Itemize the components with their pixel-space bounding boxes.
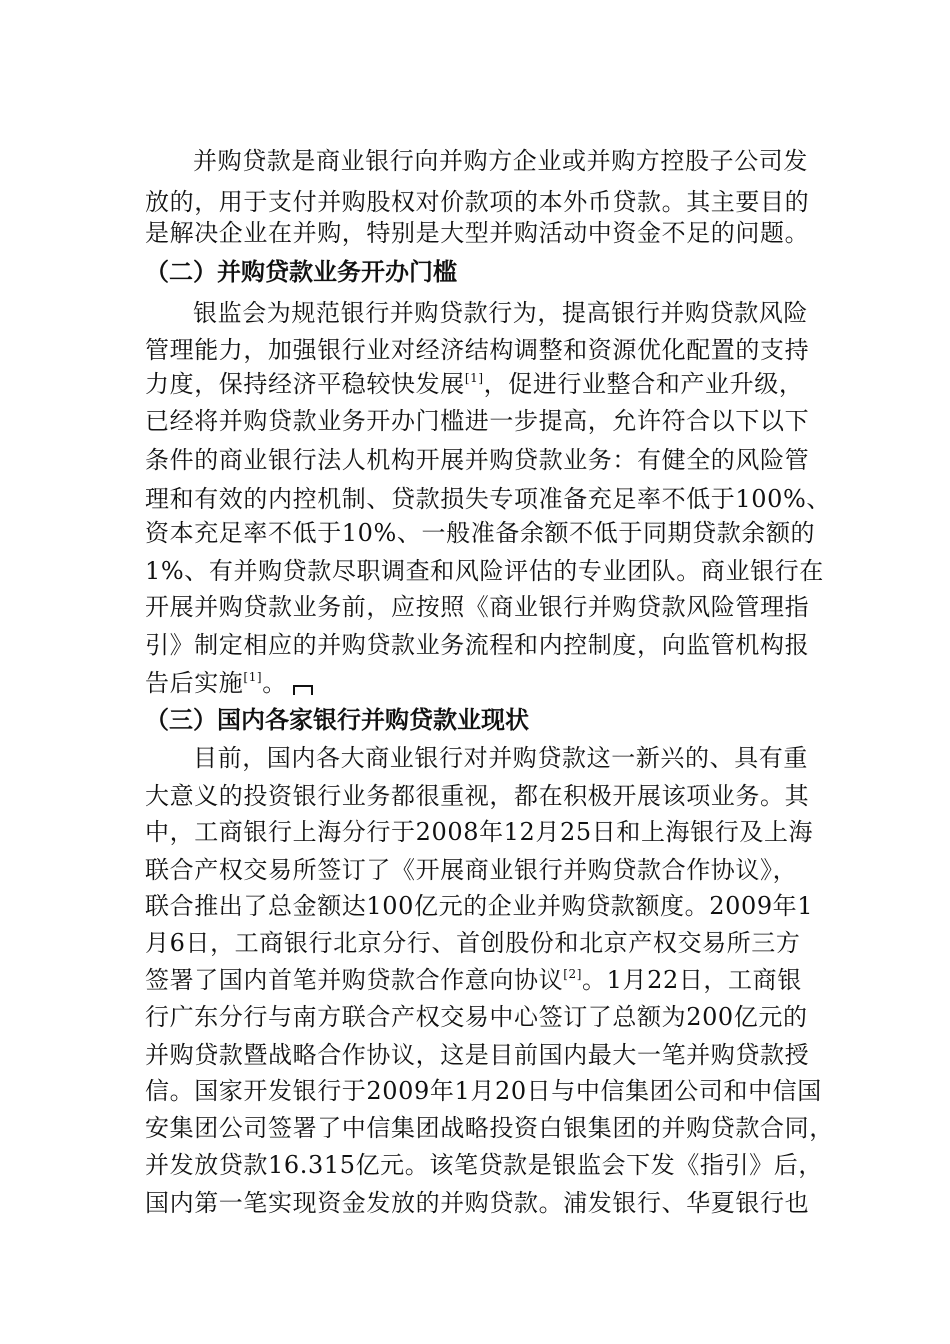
paragraph-line: 并发放贷款16.315亿元。该笔贷款是银监会下发《指引》后， (145, 1151, 823, 1179)
paragraph-line (145, 364, 805, 404)
paragraph-line: 联合推出了总金额达100亿元的企业并购贷款额度。2009年1 (145, 892, 814, 920)
paragraph-line: 条件的商业银行法人机构开展并购贷款业务：有健全的风险管 (145, 446, 810, 474)
paragraph-line: 是解决企业在并购，特别是大型并购活动中资金不足的问题。 (145, 219, 810, 247)
paragraph-line: 联合产权交易所签订了《开展商业银行并购贷款合作协议》， (145, 856, 798, 884)
paragraph-line: 目前，国内各大商业银行对并购贷款这一新兴的、具有重 (193, 744, 808, 772)
paragraph-line: 国内第一笔实现资金发放的并购贷款。浦发银行、华夏银行也 (145, 1189, 810, 1217)
paragraph-line (145, 960, 805, 1000)
paragraph-line: 资本充足率不低于10%、一般准备余额不低于同期贷款余额的 (145, 519, 816, 547)
paragraph-line: 已经将并购贷款业务开办门槛进一步提高，允许符合以下以下 (145, 407, 810, 435)
text-run: 签署了国内首笔并购贷款合作意向协议 (145, 966, 564, 994)
paragraph-line: 1%、有并购贷款尽职调查和风险评估的专业团队。商业银行在 (145, 557, 824, 585)
section-heading-2: （二）并购贷款业务开办门槛 (145, 258, 457, 286)
paragraph-line (145, 663, 805, 703)
paragraph-line: 引》制定相应的并购贷款业务流程和内控制度，向监管机构报 (145, 631, 810, 659)
paragraph-line: 银监会为规范银行并购贷款行为，提高银行并购贷款风险 (193, 299, 808, 327)
paragraph-line: 并购贷款是商业银行向并购方企业或并购方控股子公司发 (193, 147, 808, 175)
text-run: 。1月22日，工商银 (582, 966, 802, 994)
paragraph-line: 放的，用于支付并购股权对价款项的本外币贷款。其主要目的 (145, 188, 810, 216)
text-run: 告后实施 (145, 669, 244, 697)
editing-mark-icon (293, 685, 313, 695)
text-run: ，促进行业整合和产业升级， (483, 370, 804, 398)
citation-ref: [2] (563, 967, 583, 981)
section-heading-3: （三）国内各家银行并购贷款业现状 (145, 706, 529, 734)
paragraph-line: 信。国家开发银行于2009年1月20日与中信集团公司和中信国 (145, 1077, 822, 1105)
paragraph-line: 管理能力，加强银行业对经济结构调整和资源优化配置的支持 (145, 336, 810, 364)
paragraph-line: 月6日，工商银行北京分行、首创股份和北京产权交易所三方 (145, 929, 801, 957)
paragraph-line: 行广东分行与南方联合产权交易中心签订了总额为200亿元的 (145, 1003, 808, 1031)
paragraph-line: 中，工商银行上海分行于2008年12月25日和上海银行及上海 (145, 818, 814, 846)
citation-ref: [1] (243, 670, 263, 684)
text-run: 。 (262, 669, 287, 697)
text-run: 力度，保持经济平稳较快发展 (145, 370, 465, 398)
paragraph-line: 理和有效的内控机制、贷款损失专项准备充足率不低于100%、 (145, 485, 832, 513)
paragraph-line: 安集团公司签署了中信集团战略投资白银集团的并购贷款合同， (145, 1114, 834, 1142)
paragraph-line: 大意义的投资银行业务都很重视，都在积极开展该项业务。其 (145, 782, 810, 810)
citation-ref: [1] (464, 371, 484, 385)
paragraph-line: 开展并购贷款业务前，应按照《商业银行并购贷款风险管理指 (145, 593, 810, 621)
paragraph-line: 并购贷款暨战略合作协议，这是目前国内最大一笔并购贷款授 (145, 1041, 810, 1069)
